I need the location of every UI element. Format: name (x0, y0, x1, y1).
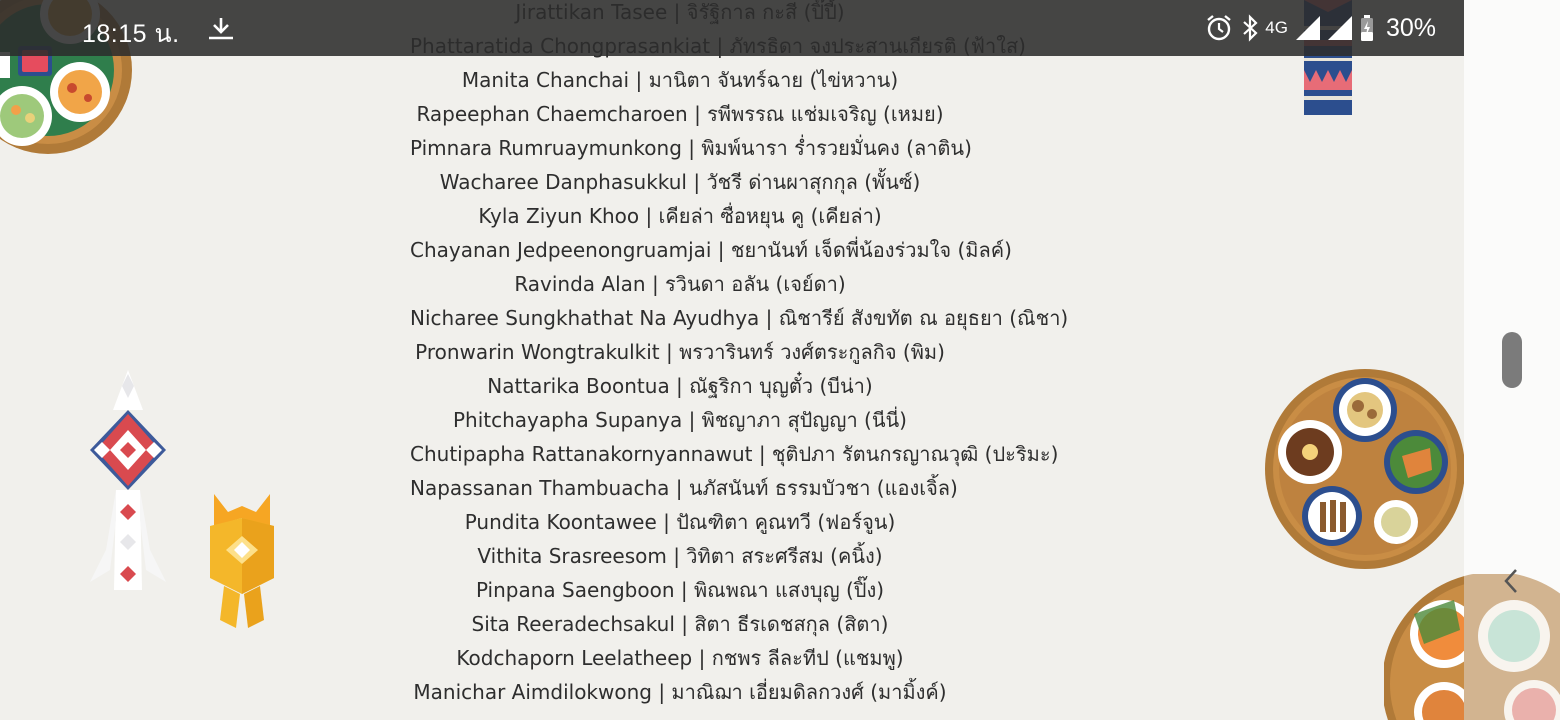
name-list-item: Ravinda Alan | รวินดา อลัน (เจย์ดา) (514, 272, 846, 296)
battery-icon (1360, 15, 1374, 41)
name-list (410, 0, 1069, 709)
lantern-yellow-icon (206, 490, 278, 630)
name-list-item: Pundita Koontawee | ปัณฑิตา คูณทวี (ฟอร์จูน) (464, 510, 896, 534)
name-list-item: Kodchaporn Leelatheep | กชพร ลีละทีป (แชมพู) (456, 646, 904, 670)
name-list-item: Manita Chanchai | มานิตา จันทร์ฉาย (ไข่หวาน) (461, 68, 899, 92)
clock: 18:15 น. (82, 20, 180, 48)
name-list-item: Wacharee Danphasukkul | วัชรี ด่านผาสุกกุล (พั้นซ์) (439, 170, 921, 194)
signal-icon (1296, 16, 1320, 40)
name-list-item: Pinpana Saengboon | พิณพณา แสงบุญ (ปิ๊ง) (475, 578, 885, 602)
download-icon (206, 16, 236, 42)
scrollbar-thumb[interactable] (1502, 332, 1522, 388)
name-list-item: Kyla Ziyun Khoo | เคียล่า ซื่อหยุน คู (เคียล่า) (478, 204, 882, 228)
wifi-signal-icon (1328, 16, 1352, 40)
name-list-item: Rapeephan Chaemcharoen | รพีพรรณ แช่มเจริญ (เหมย) (416, 102, 944, 126)
name-list-item: Pimnara Rumruaymunkong | พิมพ์นารา ร่ำรวยมั่นคง (ลาติน) (410, 136, 972, 160)
name-list-item: Nicharee Sungkhathat Na Ayudhya | ณิชารีย์ สังขทัต ณ อยุธยา (ณิชา) (410, 306, 1069, 330)
network-type: 4G (1265, 18, 1288, 37)
name-list-item: Pronwarin Wongtrakulkit | พรวารินทร์ วงศ์ตระกูลกิจ (พิม) (415, 340, 945, 364)
chevron-left-icon[interactable] (1500, 566, 1524, 596)
name-list-item: Nattarika Boontua | ณัฐริกา บุญตั๋ว (บีน่า) (487, 374, 873, 398)
name-list-item: Chutipapha Rattanakornyannawut | ชุติปภา รัตนกรญาณวุฒิ (ปะริมะ) (410, 442, 1059, 466)
food-tray-bottomright-icon (1384, 574, 1464, 720)
lantern-white-icon (88, 370, 168, 600)
status-icons (1205, 13, 1436, 43)
name-list-item: Sita Reeradechsakul | สิตา ธีรเดชสกุล (สิตา) (471, 612, 889, 636)
name-list-item: Manichar Aimdilokwong | มาณิฌา เอี่ยมดิลกวงศ์ (มามิ้งค์) (413, 680, 947, 704)
alarm-icon (1205, 14, 1233, 42)
bluetooth-icon (1241, 14, 1259, 42)
name-list-item: Chayanan Jedpeenongruamjai | ชยานันท์ เจ็ดพี่น้องร่วมใจ (มิลค์) (410, 238, 1012, 262)
food-tray-right-icon (1262, 366, 1464, 572)
battery-percentage: 30% (1385, 13, 1436, 42)
name-list-item: Phitchayapha Supanya | พิชญาภา สุปัญญา (นีนี่) (452, 408, 907, 432)
name-list-item: Napassanan Thambuacha | นภัสนันท์ ธรรมบัวชา (แองเจิ้ล) (410, 476, 958, 500)
status-bar (0, 0, 1464, 56)
name-list-item: Vithita Srasreesom | วิทิตา สระศรีสม (คนิ้ง) (477, 544, 883, 568)
